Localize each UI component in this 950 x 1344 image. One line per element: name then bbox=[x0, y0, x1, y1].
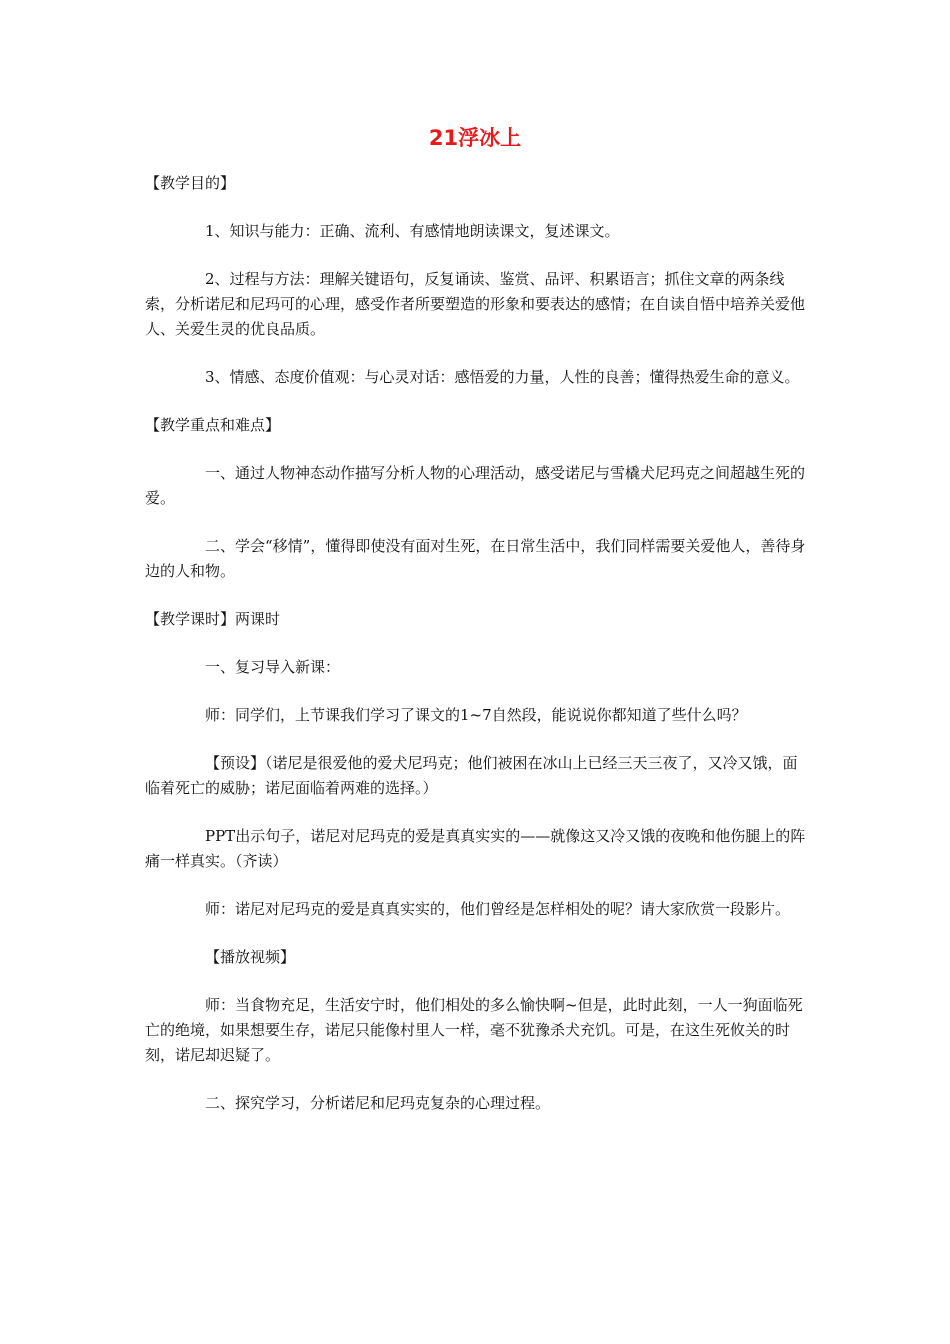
document-title: 21浮冰上 bbox=[428, 126, 522, 150]
section-heading-objectives: 【教学目的】 bbox=[145, 174, 236, 192]
paragraph-ppt-sentence: PPT出示句子，诺尼对尼玛克的爱是真真实实的——就像这又冷又饿的夜晚和他伤腿上的阵痛一样真实。（齐读） bbox=[145, 827, 806, 870]
paragraph-key-point-1: 一、通过人物神态动作描写分析人物的心理活动，感受诺尼与雪橇犬尼玛克之间超越生死的爱。 bbox=[145, 464, 806, 507]
paragraph-inquiry-learning: 二、探究学习，分析诺尼和尼玛克复杂的心理过程。 bbox=[205, 1094, 551, 1112]
paragraph-objective-2: 2、过程与方法：理解关键语句，反复诵读、鉴赏、品评、积累语言；抓住文章的两条线索，分析诺尼和尼玛可的心理，感受作者所要塑造的形象和要表达的感情；在自读自悟中培养关爱他人、关爱生灵的优良品质。 bbox=[145, 270, 806, 338]
section-heading-periods: 【教学课时】两课时 bbox=[145, 610, 281, 628]
paragraph-teacher-narration: 师：当食物充足，生活安宁时，他们相处的多么愉快啊~但是，此时此刻，一人一狗面临死亡的绝境，如果想要生存，诺尼只能像村里人一样，毫不犹豫杀犬充饥。可是，在这生死攸关的时刻，诺尼却迟疑了。 bbox=[145, 996, 803, 1064]
paragraph-play-video: 【播放视频】 bbox=[205, 948, 296, 966]
paragraph-key-point-2: 二、学会“移情”，懂得即使没有面对生死，在日常生活中，我们同样需要关爱他人，善待身边的人和物。 bbox=[145, 537, 806, 580]
paragraph-teacher-question: 师：同学们，上节课我们学习了课文的1~7自然段，能说说你都知道了些什么吗？ bbox=[205, 706, 747, 724]
paragraph-objective-3: 3、情感、态度价值观：与心灵对话：感悟爱的力量，人性的良善；懂得热爱生命的意义。 bbox=[205, 368, 800, 386]
document-body bbox=[145, 171, 806, 1139]
paragraph-review-intro: 一、复习导入新课： bbox=[205, 658, 341, 676]
paragraph-preset: 【预设】（诺尼是很爱他的爱犬尼玛克；他们被困在冰山上已经三天三夜了，又冷又饿，面临着死亡的威胁；诺尼面临着两难的选择。） bbox=[145, 754, 798, 797]
paragraph-objective-1: 1、知识与能力：正确、流利、有感情地朗读课文，复述课文。 bbox=[205, 222, 620, 240]
section-heading-key-points: 【教学重点和难点】 bbox=[145, 416, 281, 434]
paragraph-teacher-video: 师：诺尼对尼玛克的爱是真真实实的，他们曾经是怎样相处的呢？请大家欣赏一段影片。 bbox=[205, 900, 791, 918]
